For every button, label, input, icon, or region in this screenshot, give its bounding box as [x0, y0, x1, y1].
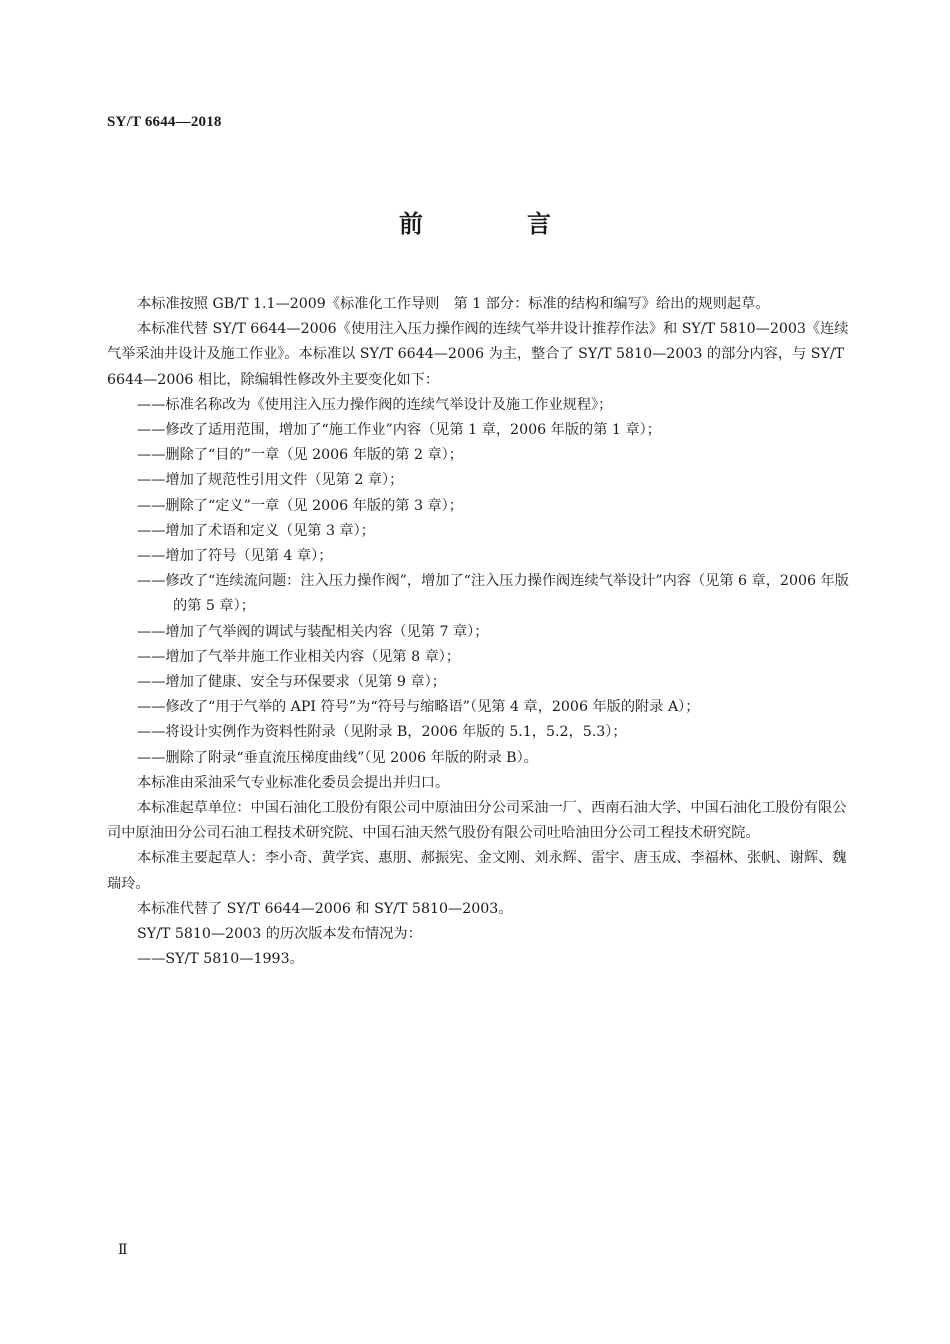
paragraph-replacement: 本标准代替 SY/T 6644—2006《使用注入压力操作阀的连续气举井设计推荐作法》和 SY/T 5810—2003《连续气举采油井设计及施工作业》。本标准以 SY/T 6644—2006 为主，整合了 SY/T 5810—2003 的部分内容，与 SY/T 6644—2006 相比，除编辑性修改外主要变化如下： — [107, 321, 849, 388]
change-item: ——删除了“定义”一章（见 2006 年版的第 3 章）； — [137, 497, 463, 514]
change-item: ——修改了“连续流问题：注入压力操作阀”，增加了“注入压力操作阀连续气举设计”内容（见第 6 章，2006 年版的第 5 章）； — [137, 573, 849, 615]
change-item: ——增加了气举阀的调试与装配相关内容（见第 7 章）； — [137, 623, 489, 640]
change-item: ——增加了符号（见第 4 章）； — [137, 548, 333, 565]
change-item: ——增加了规范性引用文件（见第 2 章）； — [137, 472, 404, 489]
change-item: ——修改了适用范围，增加了“施工作业”内容（见第 1 章，2006 年版的第 1 章）； — [137, 422, 661, 439]
foreword-body — [107, 292, 851, 972]
paragraph-drafting-units: 本标准起草单位：中国石油化工股份有限公司中原油田分公司采油一厂、西南石油大学、中国石油化工股份有限公司中原油田分公司石油工程技术研究院、中国石油天然气股份有限公司吐哈油田分公司工程技术研究院。 — [107, 800, 847, 842]
standard-code: SY/T 6644—2018 — [107, 114, 222, 130]
paragraph-drafters: 本标准主要起草人：李小奇、黄学宾、惠朋、郝振宪、金文刚、刘永辉、雷宇、唐玉成、李福林、张帆、谢辉、魏瑞玲。 — [107, 850, 847, 892]
change-item: ——标准名称改为《使用注入压力操作阀的连续气举设计及施工作业规程》； — [137, 396, 613, 413]
change-item: ——增加了气举井施工作业相关内容（见第 8 章）； — [137, 648, 461, 665]
paragraph-proposed-by: 本标准由采油采气专业标准化委员会提出并归口。 — [137, 774, 450, 791]
history-item: ——SY/T 5810—1993。 — [137, 951, 304, 968]
paragraph-drafting-rules: 本标准按照 GB/T 1.1—2009《标准化工作导则 第 1 部分：标准的结构和编写》给出的规则起草。 — [137, 296, 770, 312]
change-item: ——修改了“用于气举的 API 符号”为“符号与缩略语”（见第 4 章，2006 年版的附录 A）； — [137, 699, 700, 716]
change-item: ——增加了健康、安全与环保要求（见第 9 章）； — [137, 674, 446, 691]
change-item: ——将设计实例作为资料性附录（见附录 B，2006 年版的 5.1，5.2，5.3）； — [137, 724, 627, 741]
change-item: ——增加了术语和定义（见第 3 章）； — [137, 522, 375, 539]
page-title: 前 言 — [399, 210, 591, 238]
paragraph-replaces: 本标准代替了 SY/T 6644—2006 和 SY/T 5810—2003。 — [137, 900, 513, 917]
page-number: Ⅱ — [118, 1243, 128, 1258]
change-item: ——删除了“目的”一章（见 2006 年版的第 2 章）； — [137, 447, 463, 464]
paragraph-history-intro: SY/T 5810—2003 的历次版本发布情况为： — [137, 926, 422, 943]
change-item: ——删除了附录“垂直流压梯度曲线”（见 2006 年版的附录 B）。 — [137, 749, 538, 766]
